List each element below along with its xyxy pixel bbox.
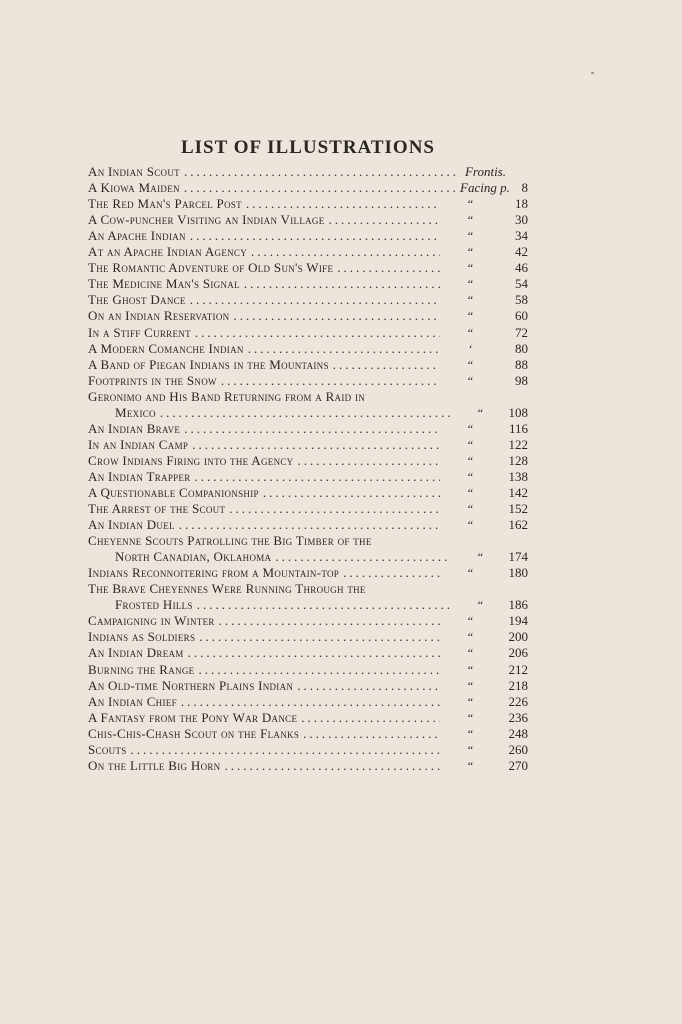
page-number: 248 [508, 725, 528, 741]
illustration-title-text: The Romantic Adventure of Old Sun's Wife [88, 260, 334, 276]
page-number: 46 [515, 260, 528, 276]
illustration-title [88, 565, 440, 581]
illustration-title [88, 357, 440, 373]
illustration-title [88, 485, 440, 501]
dot-leader [160, 405, 451, 421]
facing-page-mark: “ [466, 502, 474, 517]
facing-page-mark: “ [466, 213, 474, 228]
page-number: 162 [508, 517, 528, 533]
dot-leader [131, 742, 440, 758]
dot-leader [195, 469, 440, 485]
illustration-title [88, 517, 440, 533]
list-item [88, 565, 530, 581]
facing-page-mark: “ [466, 694, 474, 709]
list-item [88, 405, 530, 421]
list-item [88, 389, 530, 405]
illustration-title-text: The Ghost Dance [88, 292, 186, 308]
illustration-title [88, 758, 440, 774]
illustration-title-text: An Old-time Northern Plains Indian [88, 677, 294, 693]
list-item [88, 453, 530, 469]
page-number: 88 [515, 356, 528, 372]
illustration-title-text: A Modern Comanche Indian [88, 340, 244, 356]
dot-leader [198, 662, 440, 678]
page-number: 122 [508, 436, 528, 452]
dot-leader [219, 613, 440, 629]
dot-leader [275, 549, 451, 565]
dot-leader [221, 373, 440, 389]
page-number: 60 [515, 308, 528, 324]
illustration-title-text: Campaigning in Winter [88, 613, 215, 629]
facing-page-mark: “ [466, 678, 474, 693]
list-item [88, 341, 530, 357]
facing-page-mark: “ [466, 437, 474, 452]
list-item [88, 244, 530, 260]
illustration-title-text: The Arrest of the Scout [88, 501, 226, 517]
facing-page-mark: “ [466, 710, 474, 725]
illustration-title-text: A Band of Piegan Indians in the Mountains [88, 356, 329, 372]
dot-leader [303, 726, 440, 742]
page-number: 260 [508, 741, 528, 757]
page-number: 80 [515, 340, 528, 356]
list-item [88, 308, 530, 324]
list-item [88, 373, 530, 389]
illustration-title-text: Scouts [88, 741, 127, 757]
dot-leader [248, 341, 440, 357]
list-item [88, 501, 530, 517]
illustration-title [88, 180, 460, 196]
facing-page-mark: “ [466, 469, 474, 484]
illustration-title-text: An Indian Trapper [88, 468, 191, 484]
page-number: 200 [508, 629, 528, 645]
dot-leader [179, 517, 440, 533]
facing-page-mark: Facing p. [460, 180, 510, 196]
illustration-title-text: A Questionable Companionship [88, 484, 259, 500]
facing-page-mark: “ [466, 421, 474, 436]
dot-leader [297, 453, 440, 469]
page-number: 34 [515, 228, 528, 244]
dot-leader [188, 645, 440, 661]
facing-page-mark: “ [466, 357, 474, 372]
illustration-title [88, 645, 440, 661]
facing-page-mark: “ [466, 630, 474, 645]
paper-speck [591, 72, 594, 74]
facing-page-mark: “ [466, 197, 474, 212]
dot-leader [246, 196, 440, 212]
list-item [88, 629, 530, 645]
list-item [88, 661, 530, 677]
dot-leader [343, 565, 440, 581]
dot-leader [190, 228, 440, 244]
illustration-title-text: Geronimo and His Band Returning from a Raid in [88, 388, 366, 404]
illustration-title [88, 421, 440, 437]
illustration-title [88, 549, 451, 565]
dot-leader [197, 597, 451, 613]
page-number: 42 [515, 244, 528, 260]
page-number: 54 [515, 276, 528, 292]
illustration-title [88, 469, 440, 485]
illustration-title-text: The Brave Cheyennes Were Running Through the [88, 581, 366, 597]
list-item [88, 276, 530, 292]
illustration-title [88, 453, 440, 469]
page-number: 270 [508, 757, 528, 773]
dot-leader [184, 180, 460, 196]
illustration-title-text: In a Stiff Current [88, 324, 191, 340]
list-item [88, 164, 530, 180]
dot-leader [329, 212, 440, 228]
illustration-title [88, 308, 440, 324]
dot-leader [195, 325, 440, 341]
facing-page-mark: “ [466, 646, 474, 661]
page-number: 108 [508, 404, 528, 420]
illustration-title [88, 389, 440, 405]
list-item [88, 212, 530, 228]
illustration-title [88, 341, 440, 357]
illustration-title [88, 581, 440, 597]
illustration-title-text: Mexico [115, 404, 156, 420]
dot-leader [184, 421, 440, 437]
illustration-title-text: On the Little Big Horn [88, 757, 221, 773]
list-item [88, 260, 530, 276]
page-number: 194 [508, 613, 528, 629]
illustration-title-text: An Indian Scout [88, 164, 180, 180]
list-item [88, 678, 530, 694]
illustration-title [88, 662, 440, 678]
dot-leader [263, 485, 440, 501]
illustration-title-text: Frosted Hills [115, 597, 193, 613]
list-item [88, 292, 530, 308]
illustration-title-text: An Apache Indian [88, 228, 186, 244]
illustration-title-text: Crow Indians Firing into the Agency [88, 452, 294, 468]
illustration-title-text: Indians Reconnoitering from a Mountain-top [88, 565, 340, 581]
dot-leader [251, 244, 440, 260]
illustration-title [88, 276, 440, 292]
list-item [88, 485, 530, 501]
illustration-title [88, 196, 440, 212]
list-item [88, 421, 530, 437]
list-item [88, 645, 530, 661]
page-number: 174 [508, 549, 528, 565]
facing-page-mark: “ [466, 758, 474, 773]
illustration-title [88, 164, 460, 180]
illustration-title-text: Chis-Chis-Chash Scout on the Flanks [88, 725, 300, 741]
illustration-title-text: Indians as Soldiers [88, 629, 196, 645]
dot-leader [181, 694, 440, 710]
illustration-title [88, 212, 440, 228]
dot-leader [244, 276, 440, 292]
list-item [88, 694, 530, 710]
facing-page-mark: “ [466, 293, 474, 308]
dot-leader [333, 357, 440, 373]
list-item [88, 613, 530, 629]
page-number: 128 [508, 452, 528, 468]
page-number: 142 [508, 484, 528, 500]
page-number: 186 [508, 597, 528, 613]
list-item [88, 180, 530, 196]
illustration-title [88, 597, 451, 613]
illustration-title-text: The Red Man's Parcel Post [88, 196, 242, 212]
list-item [88, 742, 530, 758]
illustration-title [88, 678, 440, 694]
facing-page-mark: ‘ [468, 341, 472, 356]
illustration-title-text: The Medicine Man's Signal [88, 276, 240, 292]
illustration-title-text: A Cow-puncher Visiting an Indian Village [88, 212, 325, 228]
page-number: 72 [515, 324, 528, 340]
list-item [88, 324, 530, 340]
illustration-title [88, 501, 440, 517]
illustration-title [88, 228, 440, 244]
illustration-title [88, 726, 440, 742]
page-number: 30 [515, 212, 528, 228]
illustration-title [88, 325, 440, 341]
list-item [88, 517, 530, 533]
page-number: 58 [515, 292, 528, 308]
list-item [88, 228, 530, 244]
page-number: 138 [508, 468, 528, 484]
illustration-title-text: An Indian Chief [88, 693, 177, 709]
list-item [88, 469, 530, 485]
facing-page-mark: “ [466, 614, 474, 629]
facing-page-mark: “ [476, 550, 484, 565]
illustration-title [88, 260, 440, 276]
facing-page-mark: “ [466, 229, 474, 244]
list-item [88, 726, 530, 742]
illustration-title [88, 742, 440, 758]
facing-page-mark: “ [466, 309, 474, 324]
illustration-title [88, 437, 440, 453]
dot-leader [190, 292, 440, 308]
page-number: 152 [508, 501, 528, 517]
illustrations-list [88, 164, 530, 774]
dot-leader [297, 678, 440, 694]
illustration-title-text: A Kiowa Maiden [88, 180, 180, 196]
illustration-title [88, 694, 440, 710]
facing-page-mark: “ [466, 662, 474, 677]
illustration-title [88, 613, 440, 629]
facing-page-mark: “ [466, 566, 474, 581]
dot-leader [233, 308, 440, 324]
illustration-title-text: On an Indian Reservation [88, 308, 230, 324]
dot-leader [199, 629, 440, 645]
illustration-title-text: An Indian Duel [88, 517, 175, 533]
illustration-title [88, 533, 440, 549]
illustration-title-text: A Fantasy from the Pony War Dance [88, 709, 298, 725]
illustration-title-text: At an Apache Indian Agency [88, 244, 248, 260]
illustration-title-text: An Indian Brave [88, 420, 181, 436]
illustration-title-text: In an Indian Camp [88, 436, 189, 452]
illustration-title-text: An Indian Dream [88, 645, 184, 661]
facing-page-mark: Frontis. [464, 164, 506, 180]
illustration-title-text: North Canadian, Oklahoma [115, 549, 272, 565]
facing-page-mark: “ [466, 453, 474, 468]
facing-page-mark: “ [466, 518, 474, 533]
dot-leader [301, 710, 440, 726]
facing-page-mark: “ [466, 485, 474, 500]
illustration-title [88, 373, 440, 389]
facing-page-mark: “ [466, 373, 474, 388]
facing-page-mark: “ [466, 245, 474, 260]
page-number: 98 [515, 372, 528, 388]
illustration-title-text: Footprints in the Snow [88, 372, 217, 388]
list-item [88, 549, 530, 565]
dot-leader [184, 164, 460, 180]
list-item [88, 533, 530, 549]
illustration-title-text: Burning the Range [88, 661, 195, 677]
facing-page-mark: “ [466, 325, 474, 340]
page-number: 206 [508, 645, 528, 661]
dot-leader [224, 758, 440, 774]
dot-leader [192, 437, 440, 453]
page-title: LIST OF ILLUSTRATIONS [180, 136, 435, 158]
list-item [88, 710, 530, 726]
page-number: 180 [508, 565, 528, 581]
list-item [88, 758, 530, 774]
facing-page-mark: “ [466, 277, 474, 292]
list-item [88, 597, 530, 613]
page-number: 18 [515, 196, 528, 212]
page-number: 226 [508, 693, 528, 709]
dot-leader [229, 501, 440, 517]
page-number: 116 [508, 420, 528, 436]
page-number: 236 [508, 709, 528, 725]
list-item [88, 357, 530, 373]
illustration-title [88, 629, 440, 645]
facing-page-mark: “ [466, 742, 474, 757]
list-item [88, 581, 530, 597]
facing-page-mark: “ [476, 405, 484, 420]
facing-page-mark: “ [476, 598, 484, 613]
facing-page-mark: “ [466, 726, 474, 741]
page-number: 8 [521, 180, 528, 196]
facing-page-mark: “ [466, 261, 474, 276]
page-number: 212 [508, 661, 528, 677]
list-item [88, 196, 530, 212]
illustration-title [88, 710, 440, 726]
illustration-title-text: Cheyenne Scouts Patrolling the Big Timber of the [88, 533, 372, 549]
illustration-title [88, 244, 440, 260]
illustration-title [88, 292, 440, 308]
dot-leader [337, 260, 440, 276]
page-number: 218 [508, 677, 528, 693]
list-item [88, 437, 530, 453]
illustration-title [88, 405, 451, 421]
